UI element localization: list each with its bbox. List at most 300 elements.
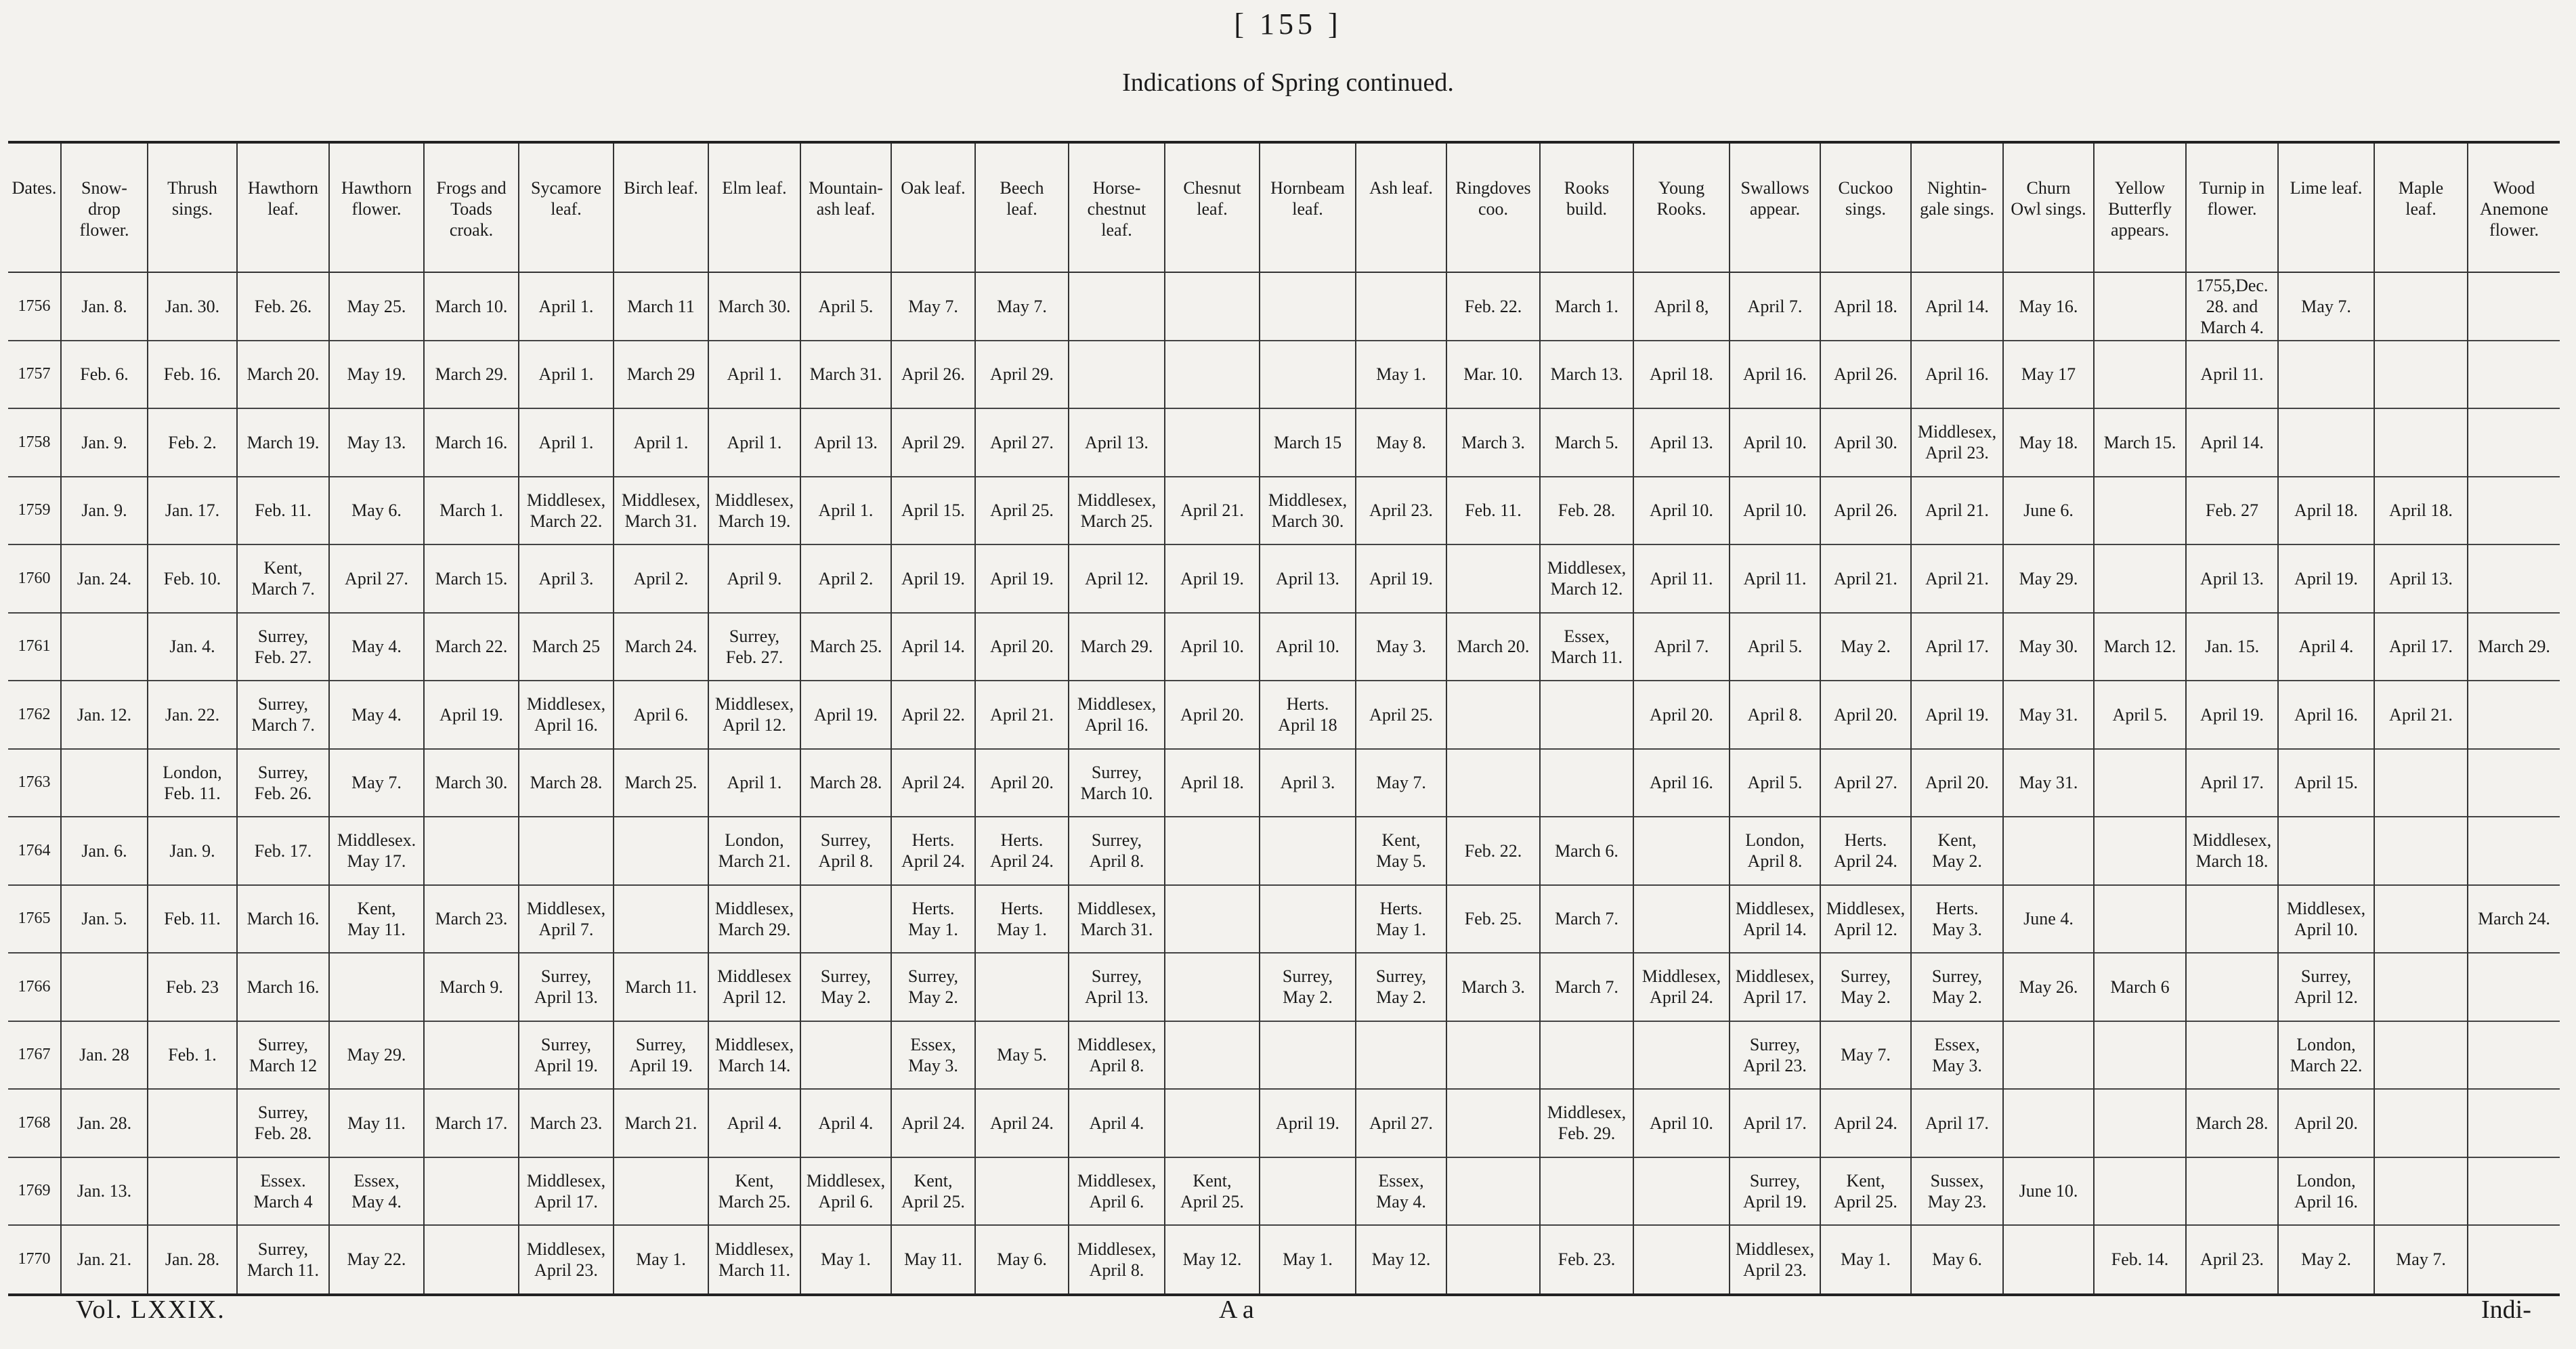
table-cell: Kent, March 7. [237,544,329,613]
table-cell: April 18. [1165,749,1260,817]
table-cell: Jan. 6. [61,817,148,885]
table-cell [2186,1021,2278,1090]
table-cell: March 9. [424,953,519,1021]
table-cell: May 11. [891,1225,975,1293]
table-cell [1069,341,1165,409]
table-cell: London, March 22. [2278,1021,2374,1090]
table-cell: April 19. [975,544,1069,613]
year-cell: 1757 [8,341,61,409]
table-cell: March 15 [1260,408,1356,477]
table-cell: April 21. [975,681,1069,749]
table-cell: May 7. [975,272,1069,341]
table-cell: Jan. 4. [148,613,237,681]
table-cell: Middlesex April 12. [708,953,800,1021]
table-cell: Feb. 11. [148,885,237,954]
table-cell: Feb. 28. [1540,477,1633,545]
table-cell: April 8, [1633,272,1730,341]
table-cell: April 23. [1356,477,1446,545]
table-cell: 1755,Dec. 28. and March 4. [2186,272,2278,341]
table-cell: April 24. [891,749,975,817]
table-cell: April 18. [1633,341,1730,409]
table-cell: April 25. [1356,681,1446,749]
table-cell: April 20. [975,613,1069,681]
table-cell [424,1225,519,1293]
table-cell [2094,1089,2186,1157]
table-cell: Herts. May 1. [891,885,975,954]
table-cell: Herts. April 18 [1260,681,1356,749]
table-cell: April 19. [1165,544,1260,613]
table-cell: May 1. [614,1225,708,1293]
table-cell: March 20. [237,341,329,409]
table-cell: Feb. 16. [148,341,237,409]
table-cell: Surrey, March 10. [1069,749,1165,817]
table-cell: Middlesex, April 6. [1069,1157,1165,1226]
table-cell [1446,1021,1540,1090]
table-cell [2374,1157,2468,1226]
table-cell: April 19. [2278,544,2374,613]
table-row [8,341,2560,409]
table-cell: Kent, May 2. [1911,817,2003,885]
table-cell: April 1. [708,749,800,817]
table-cell: March 6. [1540,817,1633,885]
table-cell: April 11. [1633,544,1730,613]
table-cell: April 20. [975,749,1069,817]
table-cell [2094,1157,2186,1226]
table-cell: Jan. 5. [61,885,148,954]
table-cell: Kent, May 5. [1356,817,1446,885]
table-cell: April 16. [1730,341,1820,409]
table-cell: May 6. [329,477,424,545]
table-cell [2468,681,2560,749]
table-cell: April 6. [614,681,708,749]
table-cell: May 1. [1260,1225,1356,1293]
table-cell: Kent, April 25. [1165,1157,1260,1226]
table-cell [2468,1089,2560,1157]
table-cell: March 28. [519,749,614,817]
table-cell: May 8. [1356,408,1446,477]
table-cell: April 10. [1730,477,1820,545]
table-cell: May 7. [2374,1225,2468,1293]
table-cell [2374,341,2468,409]
column-header: Rooks build. [1540,144,1633,272]
table-cell: April 1. [519,272,614,341]
table-cell [1260,817,1356,885]
table-cell: May 1. [1356,341,1446,409]
table-cell: April 30. [1820,408,1911,477]
table-cell: Jan. 15. [2186,613,2278,681]
table-cell [2468,749,2560,817]
table-cell [2374,953,2468,1021]
table-cell: April 21. [1911,544,2003,613]
table-cell: May 7. [2278,272,2374,341]
table-cell [1165,953,1260,1021]
table-cell: Essex, May 3. [1911,1021,2003,1090]
header-row [8,144,2560,272]
table-cell [1633,885,1730,954]
table-cell [2468,341,2560,409]
table-cell: March 16. [424,408,519,477]
table-cell: May 12. [1165,1225,1260,1293]
table-cell: April 22. [891,681,975,749]
table-cell: April 24. [891,1089,975,1157]
table-cell: March 7. [1540,953,1633,1021]
table-cell [2278,817,2374,885]
table-cell [2374,885,2468,954]
table-cell: March 13. [1540,341,1633,409]
table-row [8,817,2560,885]
table-cell [614,817,708,885]
table-cell: May 13. [329,408,424,477]
table-cell: Middlesex. May 17. [329,817,424,885]
column-header: Oak leaf. [891,144,975,272]
table-cell: April 20. [1911,749,2003,817]
table-cell: April 5. [1730,613,1820,681]
table-cell: April 18. [1820,272,1911,341]
table-cell: April 1. [614,408,708,477]
table-cell: Surrey, March 11. [237,1225,329,1293]
table-cell: April 1. [519,341,614,409]
table-cell: Middlesex, March 31. [614,477,708,545]
table-cell: June 4. [2003,885,2094,954]
table-cell: April 4. [1069,1089,1165,1157]
table-cell [2468,953,2560,1021]
table-cell [424,817,519,885]
table-cell [2003,1089,2094,1157]
table-cell: April 7. [1730,272,1820,341]
table-cell: March 25 [519,613,614,681]
table-cell [2468,1225,2560,1293]
table-cell: April 9. [708,544,800,613]
table-cell: April 20. [1165,681,1260,749]
column-header: Horse- chestnut leaf. [1069,144,1165,272]
table-cell: Jan. 22. [148,681,237,749]
table-cell: April 21. [1820,544,1911,613]
signature-mark: A a [1219,1296,1254,1324]
table-row [8,885,2560,954]
table-row [8,544,2560,613]
table-cell [800,885,891,954]
column-header: Thrush sings. [148,144,237,272]
table-cell: Essex, May 4. [329,1157,424,1226]
table-cell: Jan. 28. [61,1089,148,1157]
table-cell: Sussex, May 23. [1911,1157,2003,1226]
table-cell: March 29. [2478,637,2550,657]
table-cell: Herts. May 1. [1356,885,1446,954]
table-cell: April 16. [2278,681,2374,749]
column-header: Dates. [8,144,61,272]
table-cell: March 29 [614,341,708,409]
table-cell: London, April 16. [2278,1157,2374,1226]
year-cell: 1770 [8,1225,61,1293]
table-cell: May 31. [2003,681,2094,749]
column-header: Cuckoo sings. [1820,144,1911,272]
table-cell [975,953,1069,1021]
table-cell [2468,817,2560,885]
table-cell: April 27. [975,408,1069,477]
indications-of-spring-table [8,144,2560,1293]
table-cell: May 11. [329,1089,424,1157]
table-cell: May 3. [1356,613,1446,681]
table-cell [2374,1021,2468,1090]
table-cell: March 23. [519,1089,614,1157]
table-cell: Essex, May 3. [891,1021,975,1090]
table-cell: Surrey, Feb. 26. [237,749,329,817]
year-cell: 1763 [8,749,61,817]
column-header: Yellow Butterfly appears. [2094,144,2186,272]
table-cell: Feb. 23 [148,953,237,1021]
table-cell [1260,885,1356,954]
table-cell [614,885,708,954]
table-cell [2278,341,2374,409]
table-cell: March 25. [800,613,891,681]
table-cell: April 16. [1633,749,1730,817]
table-cell: May 2. [1820,613,1911,681]
table-cell [1633,1157,1730,1226]
table-cell: Middlesex, April 14. [1730,885,1820,954]
table-cell [2374,272,2468,341]
table-row [8,749,2560,817]
table-cell [1540,749,1633,817]
table-cell: May 7. [891,272,975,341]
table-cell [1165,1089,1260,1157]
table-cell [1165,885,1260,954]
catchword: Indi- [2481,1296,2531,1324]
table-cell [2468,408,2560,477]
table-cell: June 6. [2003,477,2094,545]
table-cell: May 2. [2278,1225,2374,1293]
table-cell: May 18. [2003,408,2094,477]
table-cell [2468,1021,2560,1090]
table-cell [2094,749,2186,817]
table-cell [61,749,148,817]
table-cell: March 1. [424,477,519,545]
table-cell: Jan. 21. [61,1225,148,1293]
table-cell: Middlesex, April 23. [1730,1225,1820,1293]
table-cell: March 15. [424,544,519,613]
table-cell: Feb. 2. [148,408,237,477]
table-cell [148,1089,237,1157]
table-cell [1446,1089,1540,1157]
table-cell: April 29. [975,341,1069,409]
table-cell [1165,341,1260,409]
table-cell: April 19. [1260,1089,1356,1157]
table-cell: March 24. [2478,909,2550,929]
year-cell: 1768 [8,1089,61,1157]
table-cell [2186,885,2278,954]
table-cell: April 2. [614,544,708,613]
volume-footer: Vol. LXXIX. [76,1296,226,1324]
table-cell [1165,272,1260,341]
table-cell [1356,1021,1446,1090]
table-cell: Surrey, Feb. 28. [237,1089,329,1157]
table-cell: May 6. [1911,1225,2003,1293]
table-cell: April 5. [800,272,891,341]
table-cell: Feb. 27 [2186,477,2278,545]
table-cell: April 19. [891,544,975,613]
table-cell [1540,1157,1633,1226]
column-header: Snow- drop flower. [61,144,148,272]
table-cell [2186,953,2278,1021]
table-cell: April 26. [891,341,975,409]
table-cell: Middlesex, April 12. [708,681,800,749]
table-cell: Jan. 17. [148,477,237,545]
table-cell: April 15. [891,477,975,545]
column-header: Birch leaf. [614,144,708,272]
year-cell: 1766 [8,953,61,1021]
table-cell: April 1. [519,408,614,477]
table-cell [2278,408,2374,477]
table-cell: April 26. [1820,341,1911,409]
table-cell: May 16. [2003,272,2094,341]
table-cell: April 14. [891,613,975,681]
table-cell: April 18. [2278,477,2374,545]
table-cell: March 30. [424,749,519,817]
table-cell: Jan. 12. [61,681,148,749]
table-cell: May 26. [2003,953,2094,1021]
table-cell: April 13. [2186,544,2278,613]
table-cell [2468,477,2560,545]
table-cell [2374,817,2468,885]
table-cell: London, April 8. [1730,817,1820,885]
indications-table [8,141,2560,1296]
table-cell: Middlesex, April 16. [1069,681,1165,749]
table-cell: March 16. [237,885,329,954]
table-row [8,1225,2560,1293]
table-cell: Middlesex, March 18. [2186,817,2278,885]
table-cell: Middlesex, March 25. [1069,477,1165,545]
year-cell: 1758 [8,408,61,477]
table-cell [2468,544,2560,613]
table-cell: Middlesex, March 11. [708,1225,800,1293]
table-cell: Herts. April 24. [975,817,1069,885]
table-cell [2374,749,2468,817]
table-cell: May 31. [2003,749,2094,817]
table-cell: March 15. [2094,408,2186,477]
table-cell: March 1. [1540,272,1633,341]
year-cell: 1765 [8,885,61,954]
table-cell [2094,477,2186,545]
table-cell: Feb. 11. [237,477,329,545]
column-header: Hornbeam leaf. [1260,144,1356,272]
table-cell [1260,341,1356,409]
table-cell: Surrey, April 23. [1730,1021,1820,1090]
table-cell: Feb. 17. [237,817,329,885]
table-cell: March 16. [237,953,329,1021]
table-cell: March 6 [2094,953,2186,1021]
table-cell: March 11 [614,272,708,341]
column-header: Sycamore leaf. [519,144,614,272]
table-cell: Jan. 28 [61,1021,148,1090]
year-cell: 1761 [8,613,61,681]
table-cell: April 21. [2374,681,2468,749]
table-cell: March 29. [1069,613,1165,681]
table-cell [1260,1021,1356,1090]
table-cell: Essex, March 11. [1540,613,1633,681]
table-cell: April 17. [2186,749,2278,817]
table-cell: Herts. May 3. [1911,885,2003,954]
column-header: Maple leaf. [2374,144,2468,272]
table-cell: April 20. [2278,1089,2374,1157]
table-cell: April 13. [1069,408,1165,477]
table-cell: April 10. [1633,477,1730,545]
table-cell: Feb. 6. [61,341,148,409]
table-cell: April 16. [1911,341,2003,409]
table-cell: April 17. [2374,613,2468,681]
table-cell: Herts. April 24. [891,817,975,885]
table-cell [2186,1157,2278,1226]
table-cell: Feb. 11. [1446,477,1540,545]
table-cell: April 17. [1911,613,2003,681]
table-cell: Middlesex, March 29. [708,885,800,954]
table-cell [1633,1225,1730,1293]
table-cell: Kent, April 25. [1820,1157,1911,1226]
table-cell: May 5. [975,1021,1069,1090]
column-header: Chesnut leaf. [1165,144,1260,272]
table-cell: Middlesex, March 22. [519,477,614,545]
table-cell [2003,817,2094,885]
table-cell: March 23. [424,885,519,954]
table-row [8,953,2560,1021]
table-cell: May 7. [329,749,424,817]
table-cell: Essex. March 4 [237,1157,329,1226]
table-cell [2468,272,2560,341]
table-cell: Surrey, April 13. [1069,953,1165,1021]
table-cell: March 5. [1540,408,1633,477]
column-header: Hawthorn leaf. [237,144,329,272]
table-cell: Middlesex, April 17. [519,1157,614,1226]
table-cell: Middlesex, April 12. [1820,885,1911,954]
table-cell: Middlesex, April 8. [1069,1225,1165,1293]
table-cell [2003,1021,2094,1090]
table-cell: April 13. [1260,544,1356,613]
table-cell [2094,885,2186,954]
table-cell: March 20. [1446,613,1540,681]
table-cell: April 19. [1911,681,2003,749]
table-cell: May 29. [329,1021,424,1090]
table-cell: Surrey, Feb. 27. [237,613,329,681]
table-cell [2094,1021,2186,1090]
table-cell [519,817,614,885]
year-cell: 1769 [8,1157,61,1226]
table-cell: April 19. [800,681,891,749]
table-cell: May 1. [800,1225,891,1293]
table-cell: Middlesex, April 17. [1730,953,1820,1021]
table-row [8,1157,2560,1226]
table-cell: April 17. [1730,1089,1820,1157]
table-cell [1540,1021,1633,1090]
year-cell: 1760 [8,544,61,613]
table-cell: Middlesex, April 16. [519,681,614,749]
table-cell [1260,1157,1356,1226]
table-cell: April 10. [1730,408,1820,477]
table-cell: April 2. [800,544,891,613]
table-cell: May 7. [1356,749,1446,817]
table-cell: April 3. [1260,749,1356,817]
table-cell: Surrey, May 2. [800,953,891,1021]
table-cell [1633,1021,1730,1090]
table-cell: Jan. 9. [148,817,237,885]
table-cell: Surrey, April 12. [2278,953,2374,1021]
table-cell: May 29. [2003,544,2094,613]
column-header: Swallows appear. [1730,144,1820,272]
year-cell: 1767 [8,1021,61,1090]
table-cell: Middlesex, March 30. [1260,477,1356,545]
table-cell: Feb. 23. [1540,1225,1633,1293]
page-number: [ 155 ] [1234,7,1342,41]
table-cell: Kent, March 25. [708,1157,800,1226]
table-cell [800,1021,891,1090]
table-cell [2003,1225,2094,1293]
